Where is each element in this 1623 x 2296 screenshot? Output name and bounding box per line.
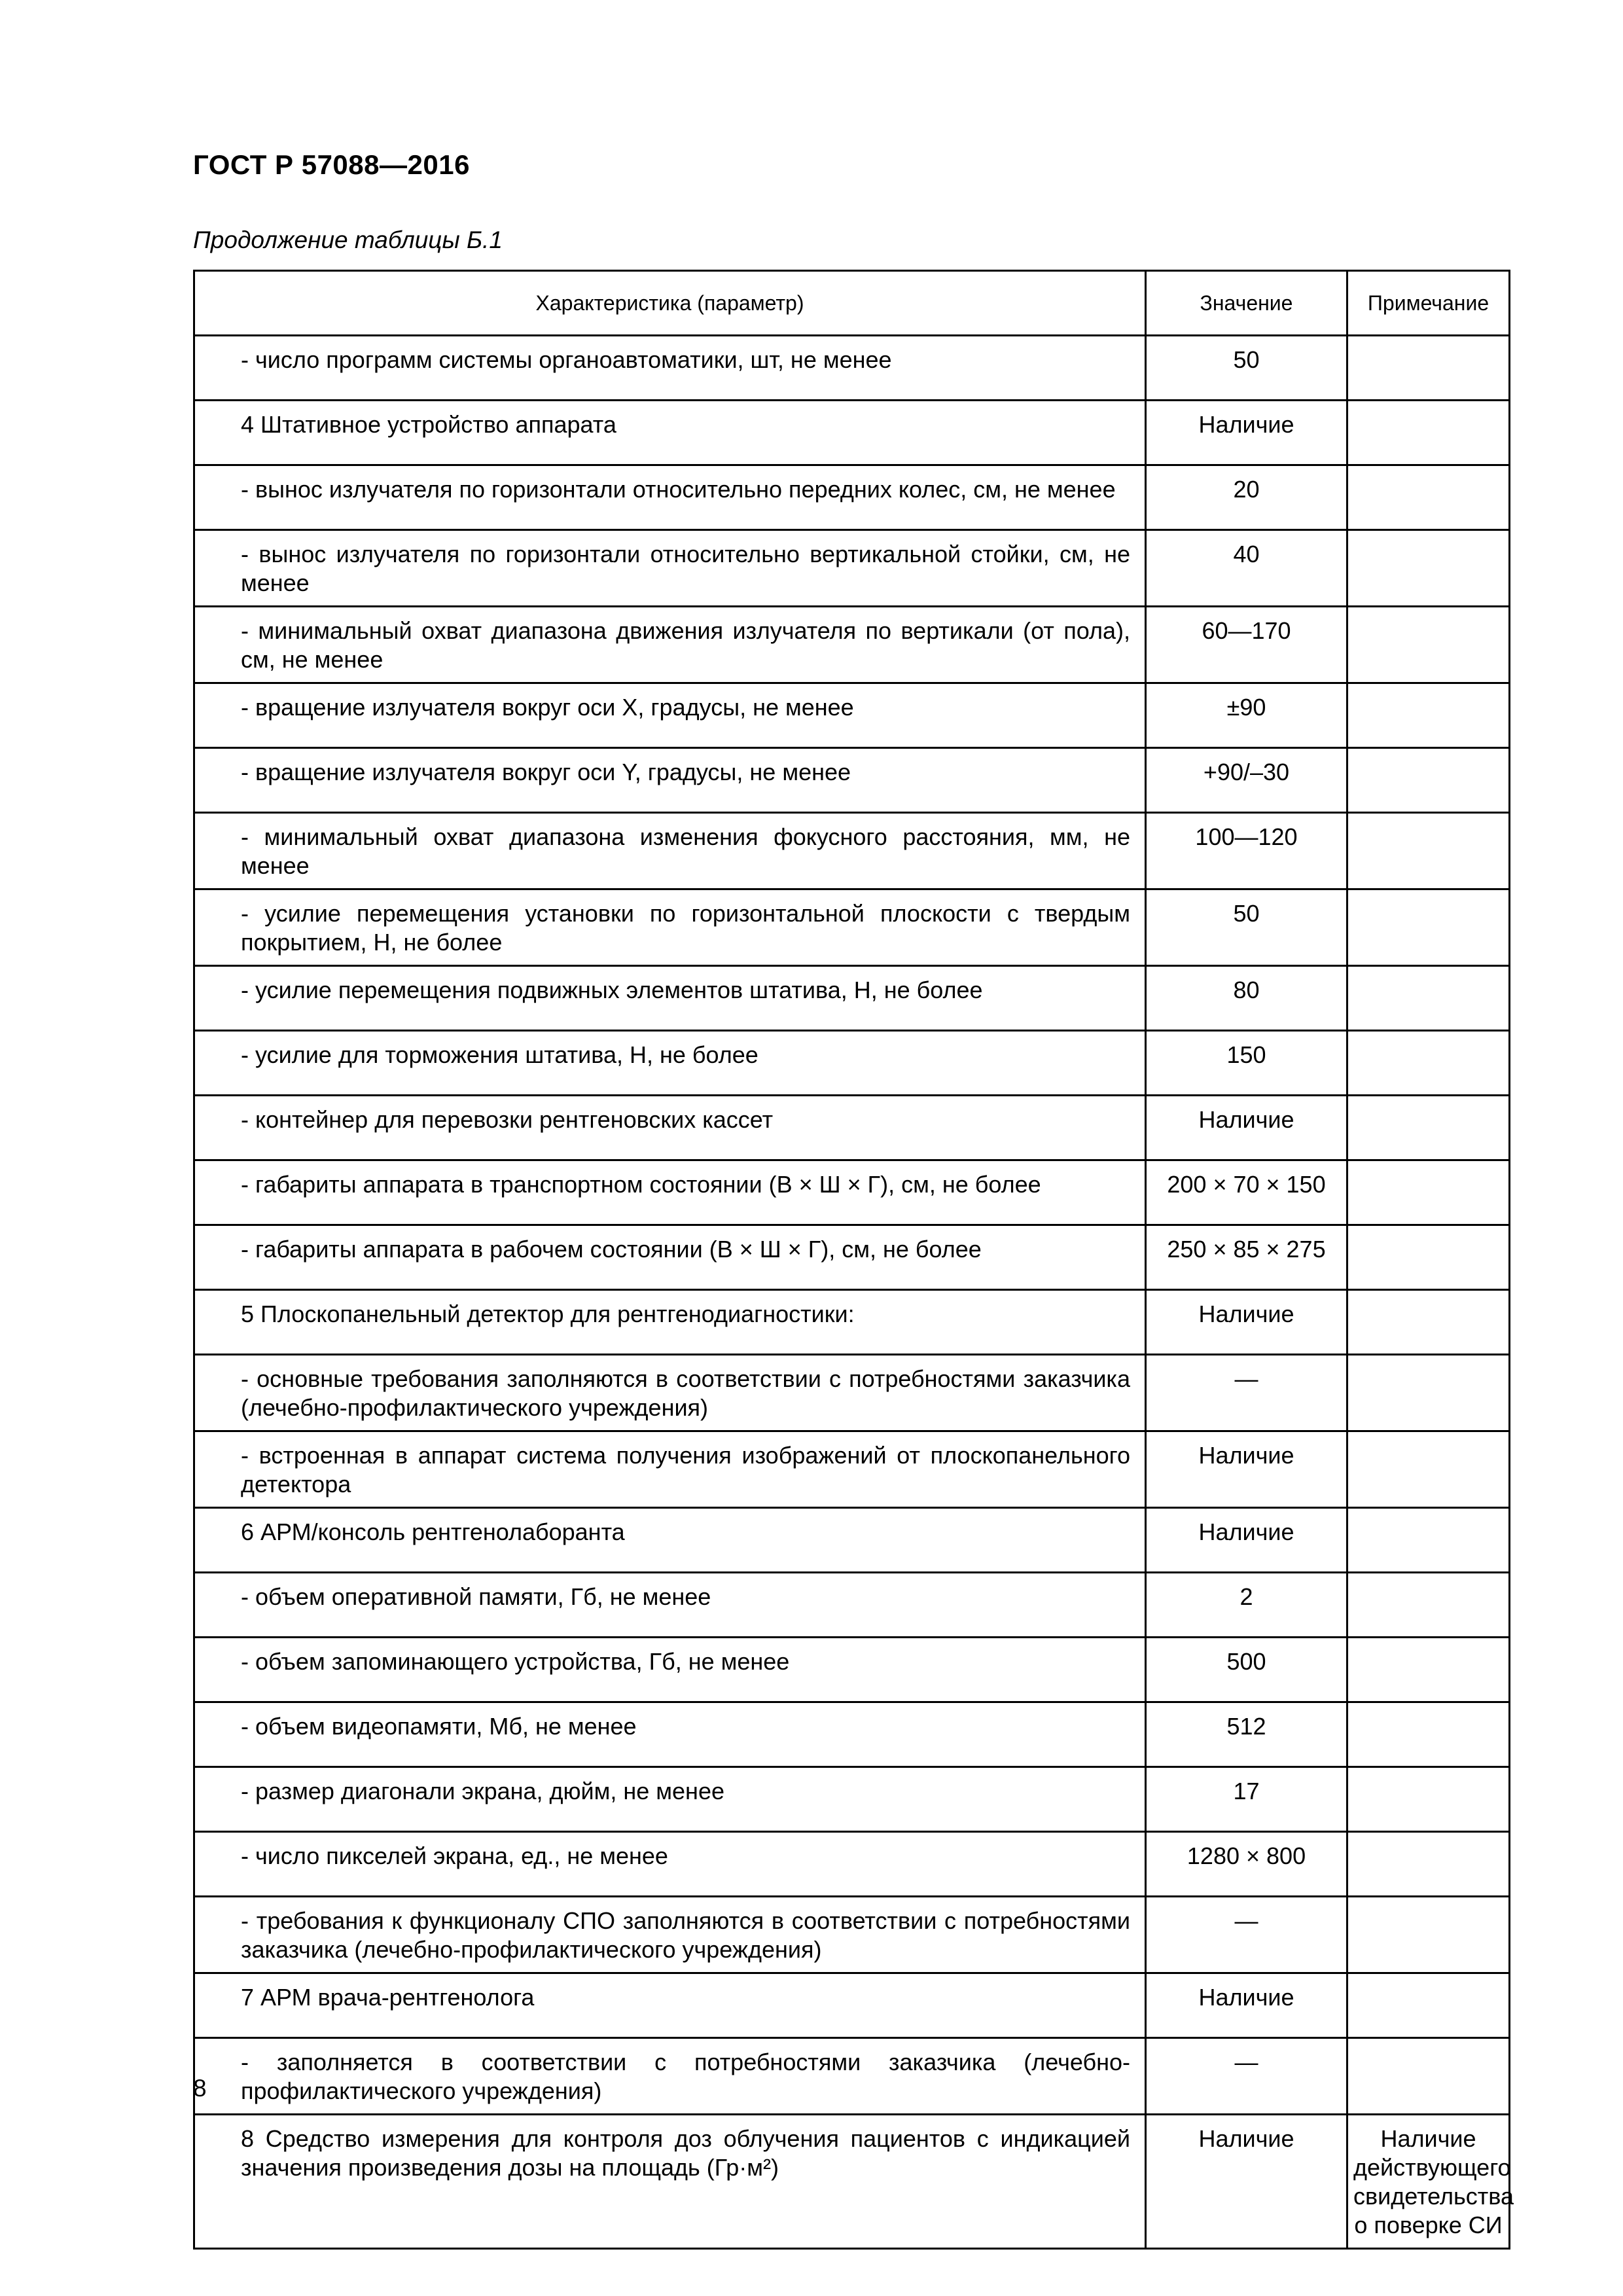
cell-value: 200 × 70 × 150 xyxy=(1146,1160,1347,1225)
cell-value: Наличие xyxy=(1146,1290,1347,1355)
cell-value: 500 xyxy=(1146,1638,1347,1702)
cell-note xyxy=(1347,1225,1510,1290)
table-row xyxy=(194,1355,1510,1431)
cell-note xyxy=(1347,1355,1510,1431)
cell-value: 60—170 xyxy=(1146,607,1347,683)
cell-characteristic: - минимальный охват диапазона движения излучателя по вертикали (от пола), см, не менее xyxy=(194,607,1146,683)
cell-value: — xyxy=(1146,1355,1347,1431)
table-row xyxy=(194,1031,1510,1096)
cell-characteristic: - объем запоминающего устройства, Гб, не менее xyxy=(194,1638,1146,1702)
table-row xyxy=(194,889,1510,966)
cell-note xyxy=(1347,1832,1510,1897)
cell-value: Наличие xyxy=(1146,1096,1347,1160)
cell-value: 17 xyxy=(1146,1767,1347,1832)
cell-characteristic: - вынос излучателя по горизонтали относительно передних колес, см, не менее xyxy=(194,465,1146,530)
cell-value: 50 xyxy=(1146,336,1347,401)
table-row xyxy=(194,683,1510,748)
cell-note xyxy=(1347,1638,1510,1702)
table-row xyxy=(194,1702,1510,1767)
cell-characteristic: - число пикселей экрана, ед., не менее xyxy=(194,1832,1146,1897)
cell-characteristic: - габариты аппарата в транспортном состоянии (В × Ш × Г), см, не более xyxy=(194,1160,1146,1225)
table-header-row xyxy=(194,271,1510,336)
table-row xyxy=(194,2038,1510,2115)
cell-characteristic: - вращение излучателя вокруг оси Y, градусы, не менее xyxy=(194,748,1146,813)
cell-note xyxy=(1347,530,1510,607)
cell-characteristic: - вынос излучателя по горизонтали относительно вертикальной стойки, см, не менее xyxy=(194,530,1146,607)
cell-note xyxy=(1347,1573,1510,1638)
cell-value: 250 × 85 × 275 xyxy=(1146,1225,1347,1290)
cell-value: Наличие xyxy=(1146,2115,1347,2249)
table-row xyxy=(194,607,1510,683)
cell-characteristic: 4 Штативное устройство аппарата xyxy=(194,401,1146,465)
cell-note xyxy=(1347,1031,1510,1096)
table-row xyxy=(194,1225,1510,1290)
cell-characteristic: - усилие перемещения установки по горизонтальной плоскости с твердым покрытием, Н, не более xyxy=(194,889,1146,966)
cell-note xyxy=(1347,813,1510,889)
cell-value: Наличие xyxy=(1146,1973,1347,2038)
spec-table xyxy=(193,270,1514,2250)
cell-characteristic: - усилие перемещения подвижных элементов штатива, Н, не более xyxy=(194,966,1146,1031)
cell-note xyxy=(1347,2038,1510,2115)
table-row xyxy=(194,1160,1510,1225)
table-row xyxy=(194,1290,1510,1355)
table-row xyxy=(194,1973,1510,2038)
cell-characteristic: 5 Плоскопанельный детектор для рентгенодиагностики: xyxy=(194,1290,1146,1355)
table-row xyxy=(194,1897,1510,1973)
table-row xyxy=(194,748,1510,813)
cell-value: +90/–30 xyxy=(1146,748,1347,813)
table-row xyxy=(194,1638,1510,1702)
cell-characteristic: - размер диагонали экрана, дюйм, не менее xyxy=(194,1767,1146,1832)
table-row xyxy=(194,465,1510,530)
cell-value: — xyxy=(1146,1897,1347,1973)
cell-value: 1280 × 800 xyxy=(1146,1832,1347,1897)
column-header-characteristic: Характеристика (параметр) xyxy=(194,271,1146,336)
table-row xyxy=(194,1096,1510,1160)
cell-value: Наличие xyxy=(1146,1508,1347,1573)
cell-note xyxy=(1347,683,1510,748)
cell-characteristic: - объем видеопамяти, Мб, не менее xyxy=(194,1702,1146,1767)
table-row xyxy=(194,1832,1510,1897)
cell-note xyxy=(1347,1290,1510,1355)
cell-note xyxy=(1347,1702,1510,1767)
table-row xyxy=(194,1508,1510,1573)
cell-characteristic: - контейнер для перевозки рентгеновских кассет xyxy=(194,1096,1146,1160)
cell-value: — xyxy=(1146,2038,1347,2115)
cell-characteristic: - минимальный охват диапазона изменения фокусного расстояния, мм, не менее xyxy=(194,813,1146,889)
cell-note xyxy=(1347,1973,1510,2038)
cell-value: 512 xyxy=(1146,1702,1347,1767)
table-row xyxy=(194,530,1510,607)
table-row xyxy=(194,1573,1510,1638)
cell-characteristic: - вращение излучателя вокруг оси X, градусы, не менее xyxy=(194,683,1146,748)
cell-note xyxy=(1347,1096,1510,1160)
cell-note xyxy=(1347,336,1510,401)
cell-note: Наличие действующего свидетельства о поверке СИ xyxy=(1347,2115,1510,2249)
table-row xyxy=(194,1431,1510,1508)
cell-note xyxy=(1347,889,1510,966)
cell-value: ±90 xyxy=(1146,683,1347,748)
cell-characteristic: - число программ системы органоавтоматики, шт, не менее xyxy=(194,336,1146,401)
cell-note xyxy=(1347,1160,1510,1225)
cell-characteristic: - встроенная в аппарат система получения изображений от плоскопанельного детектора xyxy=(194,1431,1146,1508)
cell-characteristic: 7 АРМ врача-рентгенолога xyxy=(194,1973,1146,2038)
cell-note xyxy=(1347,1508,1510,1573)
cell-characteristic: - основные требования заполняются в соответствии с потребностями заказчика (лечебно-профилактического учреждения) xyxy=(194,1355,1146,1431)
document-header: ГОСТ Р 57088—2016 xyxy=(193,149,470,180)
cell-note xyxy=(1347,401,1510,465)
cell-value: 150 xyxy=(1146,1031,1347,1096)
cell-value: Наличие xyxy=(1146,401,1347,465)
cell-value: 40 xyxy=(1146,530,1347,607)
table-row xyxy=(194,401,1510,465)
table-row xyxy=(194,966,1510,1031)
table-caption: Продолжение таблицы Б.1 xyxy=(193,226,503,253)
cell-characteristic: - требования к функционалу СПО заполняются в соответствии с потребностями заказчика (лечебно-профилактического учреждения) xyxy=(194,1897,1146,1973)
cell-value: Наличие xyxy=(1146,1431,1347,1508)
cell-value: 2 xyxy=(1146,1573,1347,1638)
page-number: 8 xyxy=(193,2075,207,2102)
cell-characteristic: - объем оперативной памяти, Гб, не менее xyxy=(194,1573,1146,1638)
cell-value: 20 xyxy=(1146,465,1347,530)
cell-value: 80 xyxy=(1146,966,1347,1031)
cell-value: 100—120 xyxy=(1146,813,1347,889)
cell-note xyxy=(1347,1767,1510,1832)
cell-note xyxy=(1347,748,1510,813)
cell-note xyxy=(1347,465,1510,530)
table-row xyxy=(194,336,1510,401)
cell-characteristic: 8 Средство измерения для контроля доз облучения пациентов с индикацией значения произведения дозы на площадь (Гр·м²) xyxy=(194,2115,1146,2249)
cell-note xyxy=(1347,607,1510,683)
column-header-note: Примечание xyxy=(1347,271,1510,336)
cell-characteristic: - усилие для торможения штатива, Н, не более xyxy=(194,1031,1146,1096)
table-row xyxy=(194,1767,1510,1832)
table-row xyxy=(194,2115,1510,2249)
cell-note xyxy=(1347,1431,1510,1508)
cell-value: 50 xyxy=(1146,889,1347,966)
cell-characteristic: 6 АРМ/консоль рентгенолаборанта xyxy=(194,1508,1146,1573)
table-row xyxy=(194,813,1510,889)
cell-characteristic: - заполняется в соответствии с потребностями заказчика (лечебно-профилактического учреждения) xyxy=(194,2038,1146,2115)
column-header-value: Значение xyxy=(1146,271,1347,336)
cell-note xyxy=(1347,966,1510,1031)
cell-characteristic: - габариты аппарата в рабочем состоянии (В × Ш × Г), см, не более xyxy=(194,1225,1146,1290)
cell-note xyxy=(1347,1897,1510,1973)
